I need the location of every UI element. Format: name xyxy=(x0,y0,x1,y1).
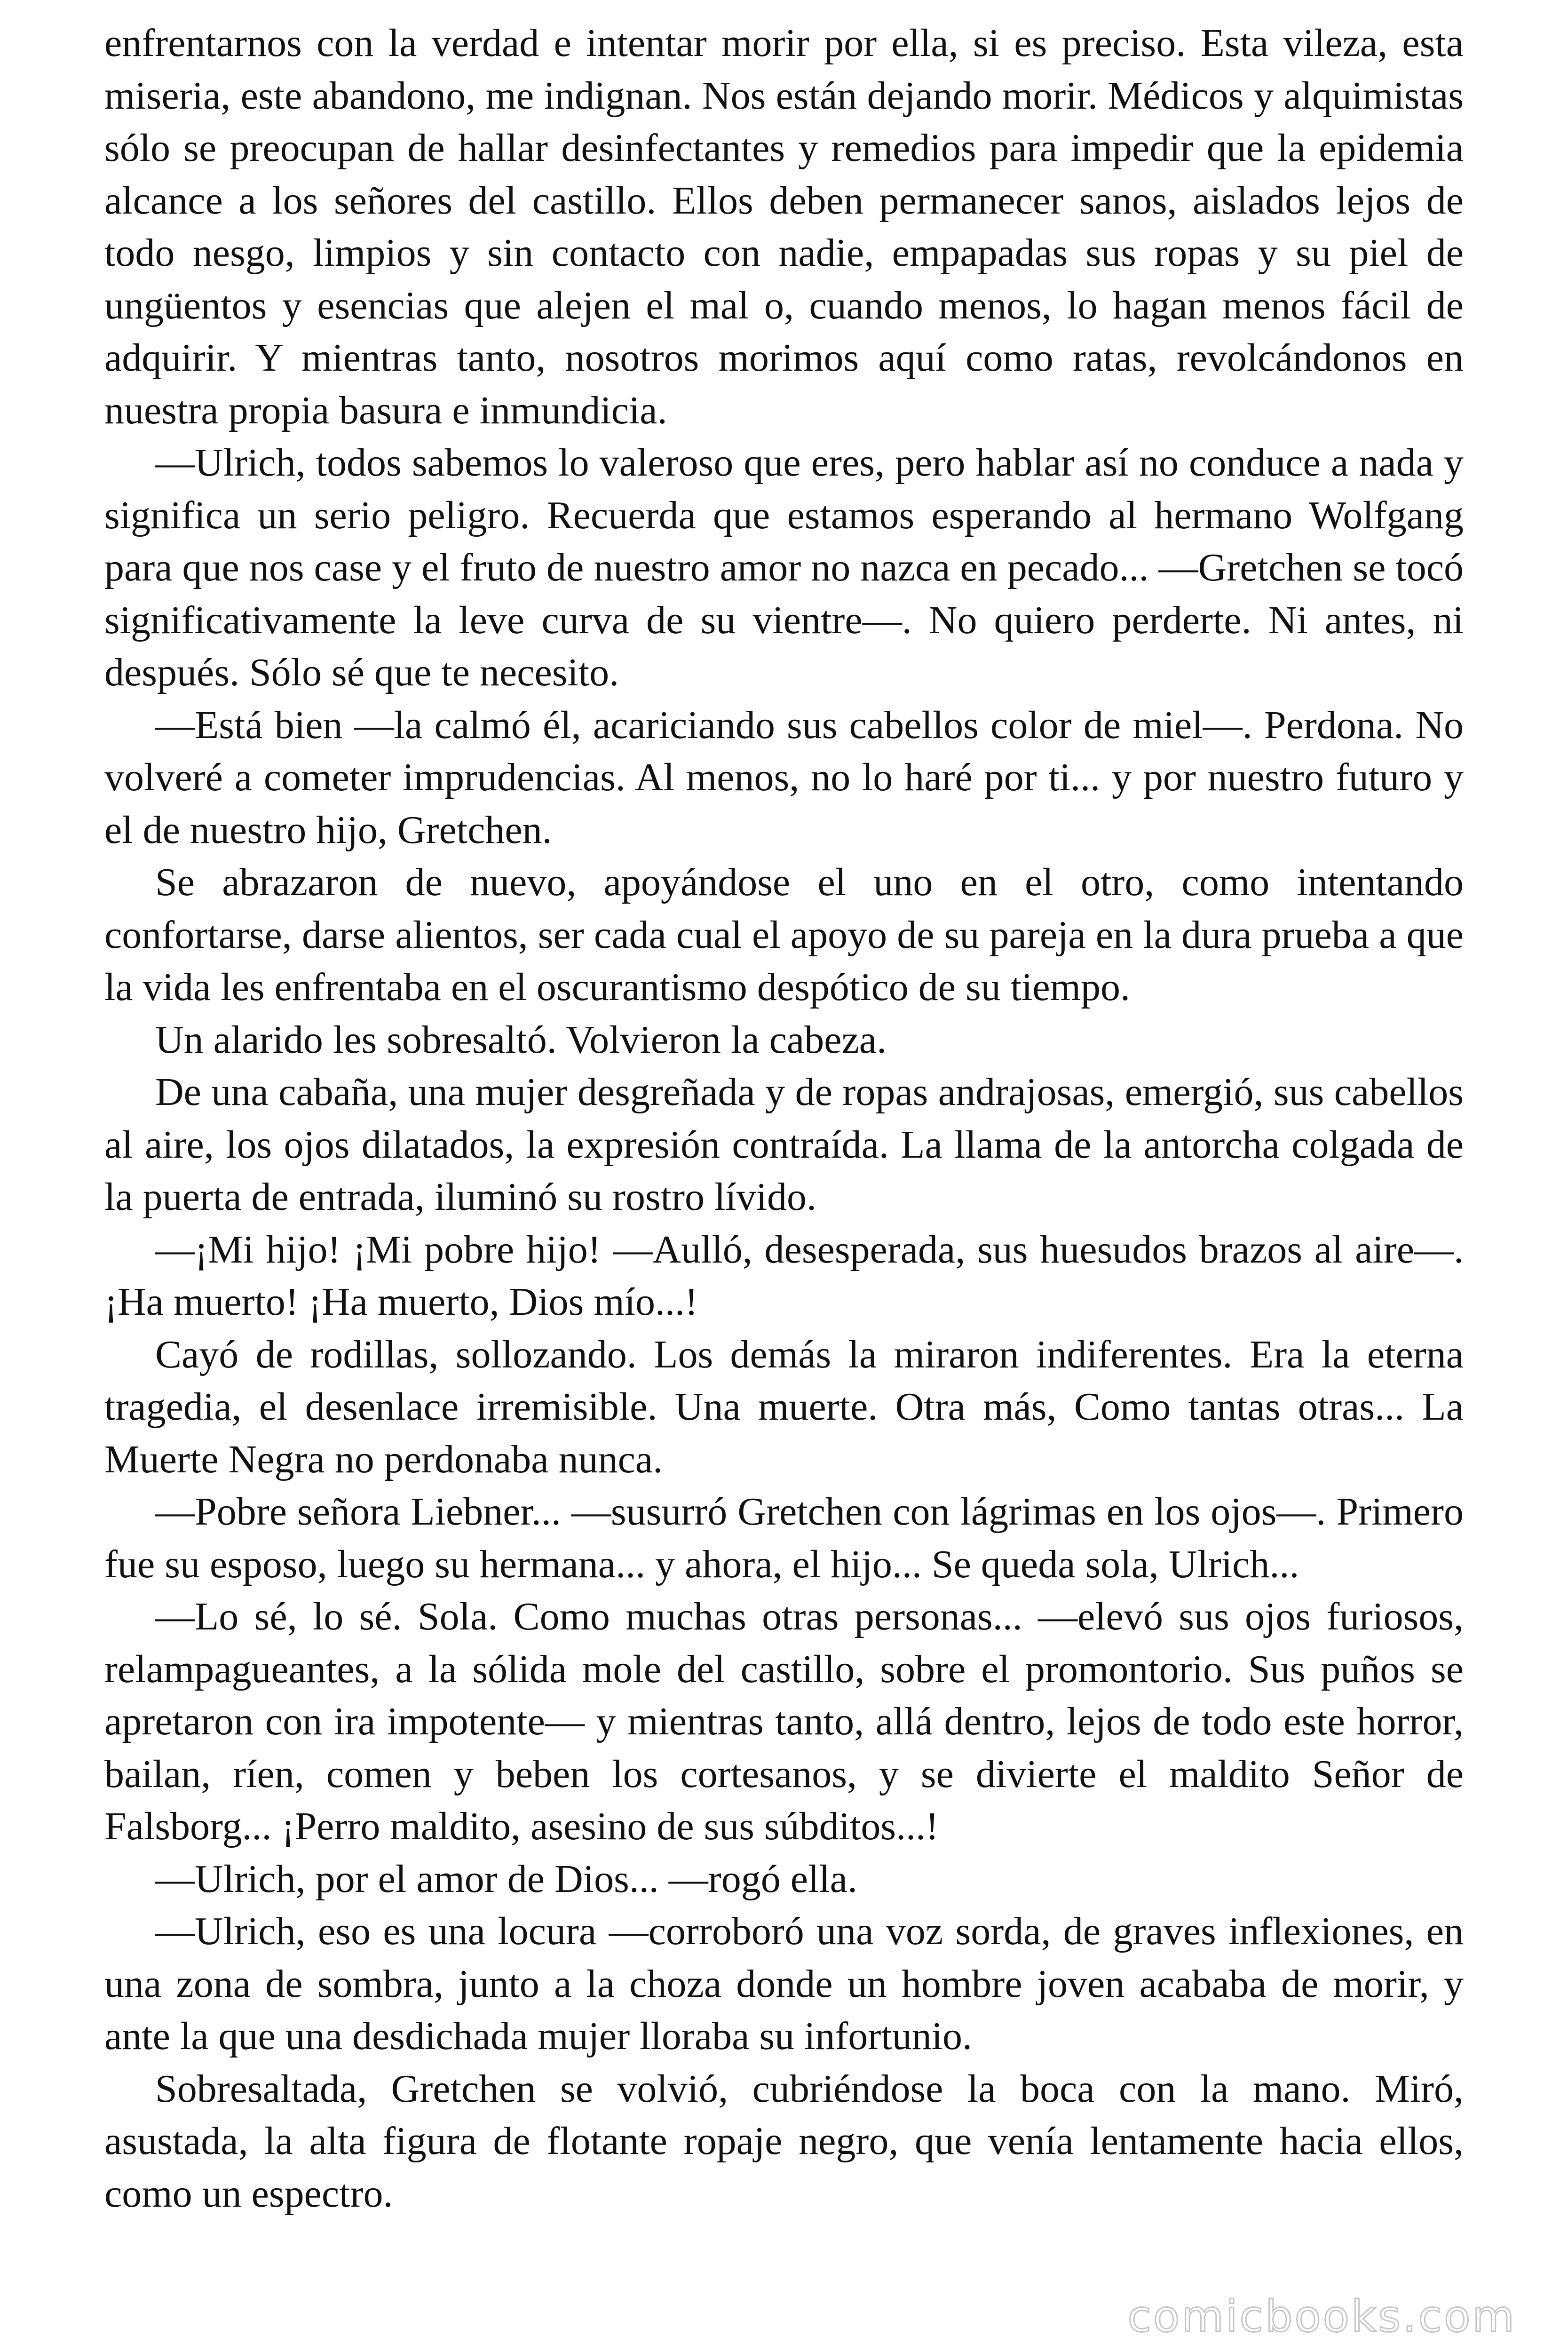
paragraph: —Está bien —la calmó él, acariciando sus cabellos color de miel—. Perdona. No volveré a cometer imprudencias. Al menos, no lo haré por ti... y por nuestro futuro y el de nuestro hijo, Gretchen. xyxy=(104,703,1464,852)
paragraph: —Ulrich, todos sabemos lo valeroso que eres, pero hablar así no conduce a nada y significa un serio peligro. Recuerda que estamos esperando al hermano Wolfgang para que nos case y el fruto de nuestro amor no nazca en pecado... —Gretchen se tocó significativamente la leve curva de su vientre—. No quiero perderte. Ni antes, ni después. Sólo sé que te necesito. xyxy=(104,441,1464,694)
paragraph: —¡Mi hijo! ¡Mi pobre hijo! —Aulló, desesperada, sus huesudos brazos al aire—. ¡Ha muerto! ¡Ha muerto, Dios mío...! xyxy=(104,1227,1464,1324)
paragraph: Se abrazaron de nuevo, apoyándose el uno en el otro, como intentando confortarse, darse alientos, ser cada cual el apoyo de su pareja en la dura prueba a que la vida les enfrentaba en el oscurantismo despótico de su tiempo. xyxy=(104,860,1464,1009)
paragraph: Sobresaltada, Gretchen se volvió, cubriéndose la boca con la mano. Miró, asustada, la alta figura de flotante ropaje negro, que venía lentamente hacia ellos, como un espectro. xyxy=(104,2066,1464,2216)
paragraph: —Pobre señora Liebner... —susurró Gretchen con lágrimas en los ojos—. Primero fue su esposo, luego su hermana... y ahora, el hijo... Se queda sola, Ulrich... xyxy=(104,1490,1464,1586)
paragraph: Un alarido les sobresaltó. Volvieron la cabeza. xyxy=(155,1017,887,1062)
paragraph: —Ulrich, eso es una locura —corroboró una voz sorda, de graves inflexiones, en una zona de sombra, junto a la choza donde un hombre joven acababa de morir, y ante la que una desdichada mujer lloraba su infortunio. xyxy=(104,1909,1464,2058)
paragraph: —Ulrich, por el amor de Dios... —rogó ella. xyxy=(155,1857,857,1901)
paragraph: —Lo sé, lo sé. Sola. Como muchas otras personas... —elevó sus ojos furiosos, relampagueantes, a la sólida mole del castillo, sobre el promontorio. Sus puños se apretaron con ira impotente— y mientras tanto, allá dentro, lejos de todo este horror, bailan, ríen, comen y beben los cortesanos, y se divierte el maldito Señor de Falsborg... ¡Perro maldito, asesino de sus súbditos...! xyxy=(104,1595,1464,1848)
paragraph: Cayó de rodillas, sollozando. Los demás la miraron indiferentes. Era la eterna tragedia, el desenlace irremisible. Una muerte. Otra más, Como tantas otras... La Muerte Negra no perdonaba nunca. xyxy=(104,1332,1464,1481)
paragraph: De una cabaña, una mujer desgreñada y de ropas andrajosas, emergió, sus cabellos al aire, los ojos dilatados, la expresión contraída. La llama de la antorcha colgada de la puerta de entrada, iluminó su rostro lívido. xyxy=(104,1070,1464,1219)
paragraph: enfrentarnos con la verdad e intentar morir por ella, si es preciso. Esta vileza, esta miseria, este abandono, me indignan. Nos están dejando morir. Médicos y alquimistas sólo se preocupan de hallar desinfectantes y remedios para impedir que la epidemia alcance a los señores del castillo. Ellos deben permanecer sanos, aislados lejos de todo nesgo, limpios y sin contacto con nadie, empapadas sus ropas y su piel de ungüentos y esencias que alejen el mal o, cuando menos, lo hagan menos fácil de adquirir. Y mientras tanto, nosotros morimos aquí como ratas, revolcándonos en nuestra propia basura e inmundicia. xyxy=(104,21,1464,432)
watermark-text: comicbooks.com xyxy=(1127,2291,1516,2342)
body-text xyxy=(104,17,1464,2220)
